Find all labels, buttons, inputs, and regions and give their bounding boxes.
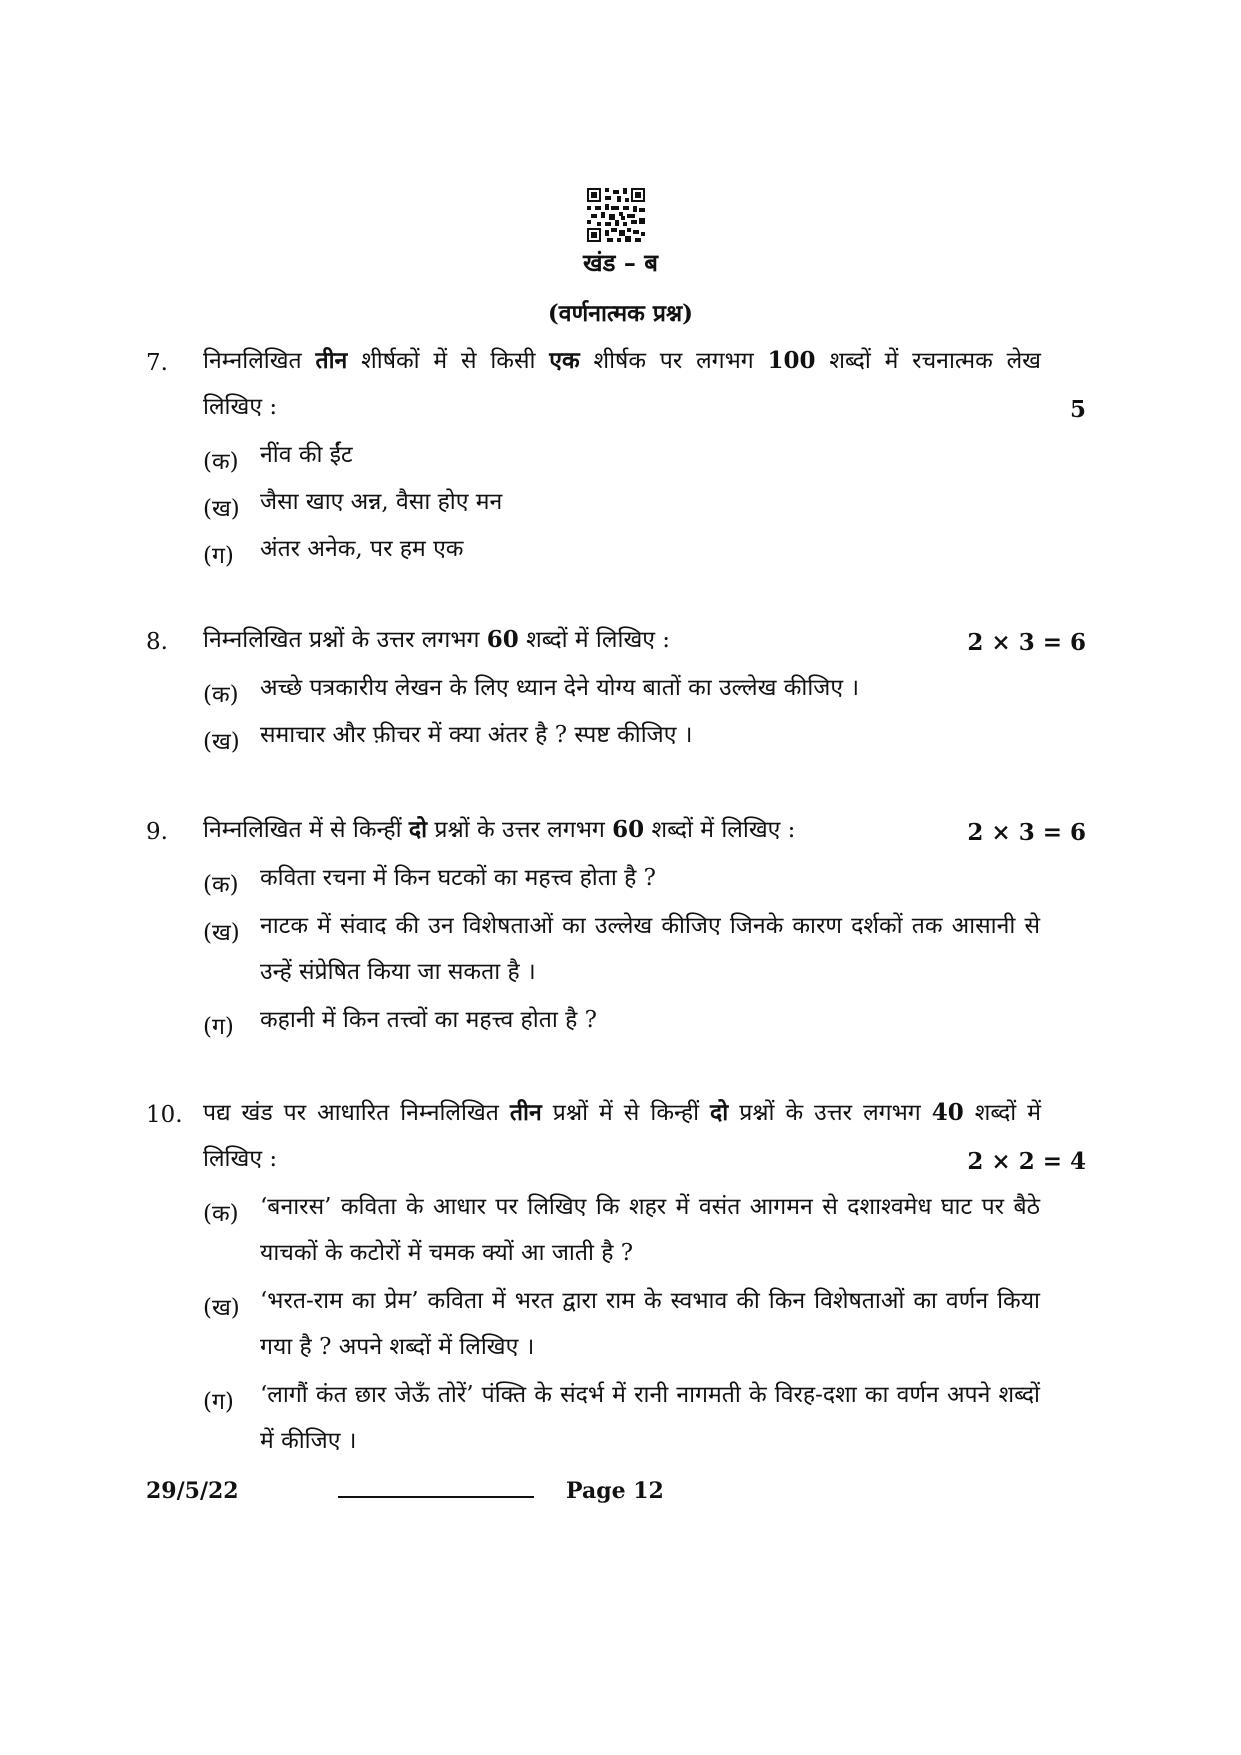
- item-text: कविता रचना में किन घटकों का महत्त्व होता है ?: [260, 865, 656, 891]
- item-label: (क): [203, 872, 239, 898]
- item-text: अंतर अनेक, पर हम एक: [260, 536, 464, 562]
- item-text: ‘भरत-राम का प्रेम’ कविता में भरत द्वारा राम के स्वभाव की किन विशेषताओं का वर्णन किया गया है ? अपने शब्दों में लिखिए ।: [260, 1288, 1040, 1360]
- item-label: (ख): [203, 496, 240, 522]
- item-label: (ग): [203, 1014, 234, 1040]
- question-text-cont: लिखिए :: [203, 394, 278, 420]
- item-label: (ग): [203, 543, 234, 569]
- marks: 2 × 2 = 4: [967, 1148, 1086, 1175]
- item-text: नाटक में संवाद की उन विशेषताओं का उल्लेख कीजिए जिनके कारण दर्शकों तक आसानी से उन्हें संप्रेषित किया जा सकता है ।: [260, 913, 1040, 985]
- question-number: 10.: [146, 1102, 183, 1128]
- section-title: खंड – ब: [583, 248, 658, 277]
- marks: 2 × 3 = 6: [967, 819, 1086, 846]
- item-label: (ख): [203, 729, 240, 755]
- marks: 2 × 3 = 6: [967, 629, 1086, 656]
- item-text: ‘बनारस’ कविता के आधार पर लिखिए कि शहर में वसंत आगमन से दशाश्वमेध घाट पर बैठे याचकों के कटोरों में चमक क्यों आ जाती है ?: [260, 1194, 1040, 1266]
- item-label: (ग): [203, 1389, 234, 1415]
- section-subtitle: (वर्णनात्मक प्रश्न): [547, 300, 694, 327]
- item-label: (ख): [203, 920, 240, 946]
- question-text: निम्नलिखित प्रश्नों के उत्तर लगभग 60 शब्दों में लिखिए :: [203, 626, 671, 653]
- paper-code: 29/5/22: [146, 1478, 239, 1504]
- question-number: 8.: [146, 629, 168, 655]
- footer-divider: [338, 1496, 534, 1498]
- item-text: समाचार और फ़ीचर में क्या अंतर है ? स्पष्ट कीजिए ।: [260, 722, 693, 748]
- item-text: जैसा खाए अन्न, वैसा होए मन: [260, 489, 503, 515]
- question-text: पद्य खंड पर आधारित निम्नलिखित तीन प्रश्नों में से किन्हीं दो प्रश्नों के उत्तर लगभग 40 शब्दों में: [203, 1099, 1041, 1126]
- item-text: अच्छे पत्रकारीय लेखन के लिए ध्यान देने योग्य बातों का उल्लेख कीजिए ।: [260, 675, 860, 701]
- item-text: ‘लागौं कंत छार जेऊँ तोरें’ पंक्ति के संदर्भ में रानी नागमती के विरह-दशा का वर्णन अपने शब्दों में कीजिए ।: [260, 1382, 1040, 1454]
- question-text: निम्नलिखित तीन शीर्षकों में से किसी एक शीर्षक पर लगभग 100 शब्दों में रचनात्मक लेख: [203, 347, 1041, 374]
- marks: 5: [1069, 396, 1086, 423]
- qr-code: [587, 188, 645, 242]
- question-text: निम्नलिखित में से किन्हीं दो प्रश्नों के उत्तर लगभग 60 शब्दों में लिखिए :: [203, 816, 796, 843]
- item-text: कहानी में किन तत्त्वों का महत्त्व होता है ?: [260, 1007, 597, 1033]
- item-label: (क): [203, 449, 239, 475]
- question-number: 7.: [146, 350, 168, 376]
- item-label: (क): [203, 682, 239, 708]
- item-text: नींव की ईंट: [260, 442, 353, 468]
- question-text-cont: लिखिए :: [203, 1146, 278, 1172]
- item-label: (क): [203, 1201, 239, 1227]
- question-number: 9.: [146, 819, 168, 845]
- item-label: (ख): [203, 1295, 240, 1321]
- page-number: Page 12: [566, 1478, 664, 1504]
